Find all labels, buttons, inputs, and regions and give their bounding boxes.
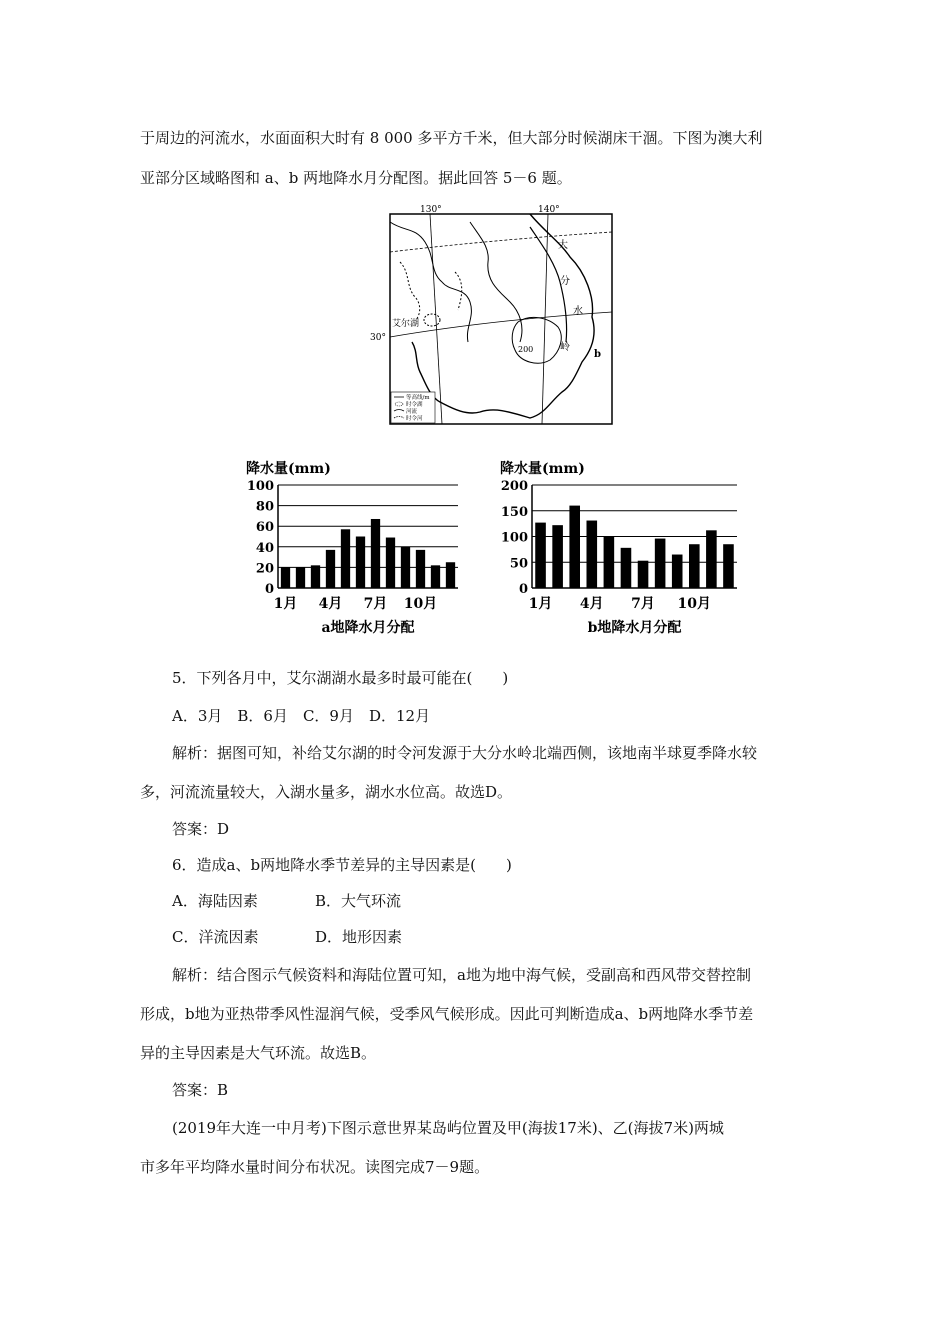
chart-b-ytick-1: 50 bbox=[509, 556, 528, 572]
chart-a-bar-12 bbox=[446, 562, 455, 588]
point-b-label: b bbox=[594, 349, 601, 360]
chart-b-svg bbox=[492, 455, 747, 645]
q6-analysis-2: 形成，b地为亚热带季风性湿润气候，受季风气候形成。因此可判断造成a、b两地降水季节差 bbox=[140, 1005, 754, 1023]
q6-option-d: D．地形因素 bbox=[315, 928, 403, 946]
q6-option-a: A．海陆因素 bbox=[172, 892, 258, 910]
chart-b-xtick-1: 4月 bbox=[579, 596, 604, 612]
tropic-line bbox=[390, 232, 612, 252]
q6-option-b: B．大气环流 bbox=[315, 892, 402, 910]
legend-1: 等高线/m bbox=[406, 395, 430, 401]
q5-analysis-2: 多，河流流量较大，入湖水量多，湖水水位高。故选D。 bbox=[140, 783, 513, 801]
chart-a-bar-8 bbox=[386, 538, 395, 588]
chart-a-title: a地降水月分配 bbox=[321, 620, 415, 636]
chart-a-xtick-0: 1月 bbox=[273, 596, 298, 612]
chart-b-bar-7 bbox=[638, 561, 649, 588]
legend-2: 时令湖 bbox=[406, 402, 423, 408]
chart-a-bar-6 bbox=[356, 537, 365, 589]
lat-label-30: 30° bbox=[370, 333, 386, 343]
chart-b-bar-5 bbox=[604, 537, 615, 589]
chart-a-bar-7 bbox=[371, 519, 380, 588]
chart-b-ylabel: 降水量(mm) bbox=[500, 461, 585, 477]
chart-a-ytick-2: 40 bbox=[255, 540, 274, 556]
chart-a-ytick-5: 100 bbox=[246, 479, 274, 494]
next-line-2: 市多年平均降水量时间分布状况。读图完成7－9题。 bbox=[140, 1158, 490, 1176]
chart-a-ytick-0: 0 bbox=[264, 582, 274, 597]
chart-a-xtick-1: 4月 bbox=[318, 596, 343, 612]
chart-a-bar-4 bbox=[326, 550, 335, 588]
seasonal-river-1 bbox=[400, 262, 420, 320]
chart-b-bar-10 bbox=[689, 544, 700, 588]
chart-b-ytick-0: 0 bbox=[518, 582, 528, 597]
chart-b-bar-3 bbox=[569, 506, 580, 588]
chart-b-bar-12 bbox=[723, 544, 734, 588]
map-svg bbox=[370, 202, 615, 427]
chart-b-xtick-0: 1月 bbox=[528, 596, 553, 612]
chart-a-xtick-2: 7月 bbox=[363, 596, 388, 612]
chart-a-bar-2 bbox=[296, 567, 305, 588]
q6-analysis-1: 解析：结合图示气候资料和海陆位置可知，a地为地中海气候，受副高和西风带交替控制 bbox=[172, 966, 751, 984]
legend-4: 时令河 bbox=[406, 416, 423, 422]
range-char-4: 岭 bbox=[560, 342, 570, 353]
lon-label-130: 130° bbox=[420, 205, 442, 215]
chart-a-xtick-3: 10月 bbox=[403, 596, 438, 612]
chart-a bbox=[238, 455, 478, 645]
lake-label: 艾尔湖 bbox=[392, 319, 420, 329]
chart-b-bar-1 bbox=[535, 523, 546, 588]
chart-b-bar-4 bbox=[586, 521, 597, 588]
q6-option-c: C．洋流因素 bbox=[172, 928, 259, 946]
range-char-1: 大 bbox=[558, 240, 568, 251]
next-line-1: (2019年大连一中月考)下图示意世界某岛屿位置及甲(海拔17米)、乙(海拔7米)两城 bbox=[172, 1119, 724, 1137]
chart-b-bar-11 bbox=[706, 530, 717, 588]
q6-stem: 6．造成a、b两地降水季节差异的主导因素是( ) bbox=[172, 856, 512, 874]
chart-b-bar-6 bbox=[621, 548, 632, 588]
q6-analysis-3: 异的主导因素是大气环流。故选B。 bbox=[140, 1044, 377, 1062]
chart-b-xtick-2: 7月 bbox=[631, 596, 655, 612]
chart-a-bar-5 bbox=[341, 529, 350, 588]
q5-answer: 答案：D bbox=[172, 820, 230, 838]
q5-stem: 5．下列各月中，艾尔湖湖水最多时最可能在( ) bbox=[172, 669, 509, 687]
chart-a-bar-11 bbox=[431, 565, 440, 588]
range-char-3: 水 bbox=[573, 306, 583, 317]
contour-label: 200 bbox=[518, 345, 534, 354]
chart-a-bar-10 bbox=[416, 550, 425, 588]
chart-a-svg bbox=[238, 455, 478, 645]
legend-3: 河流 bbox=[406, 409, 418, 415]
q5-options: A．3月 B．6月 C．9月 D．12月 bbox=[172, 707, 431, 725]
chart-a-ytick-3: 60 bbox=[255, 520, 274, 536]
chart-a-bar-1 bbox=[281, 567, 290, 588]
intro-line-1: 于周边的河流水，水面面积大时有 8 000 多平方千米，但大部分时候湖床干涸。下图为澳大利 bbox=[140, 129, 763, 147]
chart-a-bar-9 bbox=[401, 547, 410, 588]
chart-b bbox=[492, 455, 747, 645]
chart-a-ylabel: 降水量(mm) bbox=[246, 461, 331, 477]
q6-answer: 答案：B bbox=[172, 1081, 229, 1099]
chart-a-ytick-4: 80 bbox=[255, 499, 274, 515]
australia-map bbox=[370, 202, 615, 427]
range-char-2: 分 bbox=[560, 276, 570, 287]
chart-b-ytick-2: 100 bbox=[500, 530, 528, 546]
chart-a-bar-3 bbox=[311, 565, 320, 588]
chart-b-title: b地降水月分配 bbox=[587, 620, 682, 636]
chart-b-bar-8 bbox=[655, 539, 666, 588]
chart-b-bar-9 bbox=[672, 555, 683, 588]
intro-line-2: 亚部分区域略图和 a、b 两地降水月分配图。据此回答 5－6 题。 bbox=[140, 169, 572, 187]
q5-analysis-1: 解析：据图可知，补给艾尔湖的时令河发源于大分水岭北端西侧，该地南半球夏季降水较 bbox=[172, 744, 758, 762]
contour-200 bbox=[512, 317, 561, 363]
chart-a-ytick-1: 20 bbox=[255, 561, 274, 577]
chart-b-bar-2 bbox=[552, 525, 563, 588]
lon-label-140: 140° bbox=[538, 205, 560, 215]
chart-b-xtick-3: 10月 bbox=[677, 596, 712, 612]
chart-b-ytick-3: 150 bbox=[500, 504, 528, 520]
chart-b-ytick-4: 200 bbox=[500, 479, 528, 494]
lake-eyre bbox=[424, 314, 440, 326]
